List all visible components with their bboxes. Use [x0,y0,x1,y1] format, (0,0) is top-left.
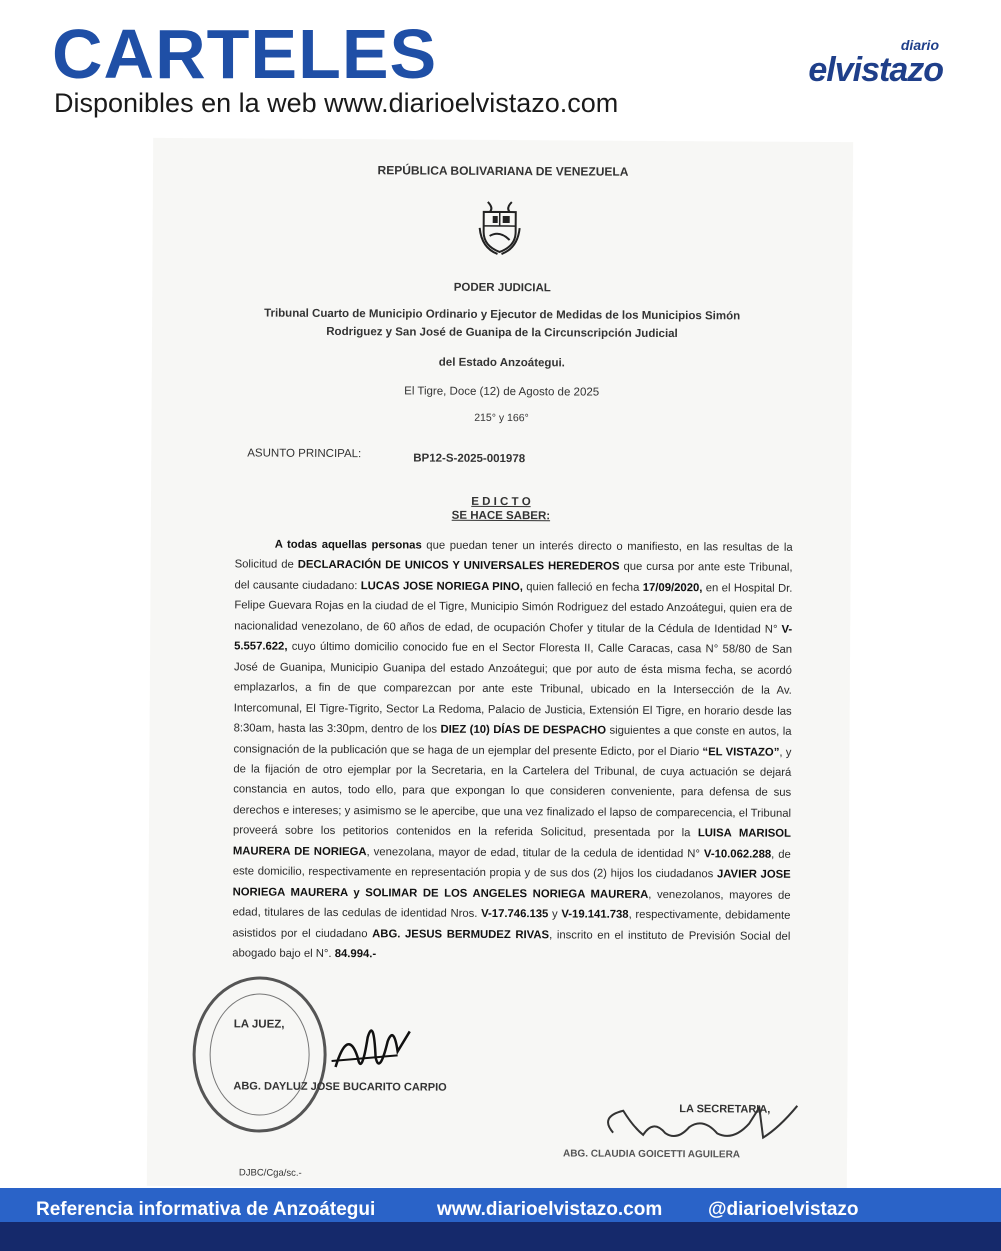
doc-country: REPÚBLICA BOLIVARIANA DE VENEZUELA [377,163,629,179]
secretary-title: LA SECRETARIA, [679,1103,771,1116]
edicto-heading: E D I C T O [471,495,531,509]
coat-of-arms-icon [477,198,521,256]
secretary-name: ABG. CLAUDIA GOICETTI AGUILERA [562,1148,741,1161]
doc-years: 215° y 166° [474,411,529,425]
footer-website-link[interactable]: www.diarioelvistazo.com [437,1199,663,1220]
asunto-label: ASUNTO PRINCIPAL: [247,447,362,461]
scanned-edict-document [147,138,853,1190]
logo-small-text: diario [900,37,939,53]
footer-social-handle[interactable]: @diarioelvistazo [708,1199,859,1220]
judge-title: LA JUEZ, [233,1018,285,1031]
page-title: CARTELES [52,15,438,93]
judge-name: ABG. DAYLUZ JOSE BUCARITO CARPIO [233,1080,447,1094]
doc-court-line1: Tribunal Cuarto de Municipio Ordinario y Ejecutor de Medidas de los Municipios Simón [264,307,741,323]
edict-body: A todas aquellas personas que puedan tener un interés directo o manifiesto, en las resultas de la Solicitud de DECLARACIÓN DE UNICOS Y UNIVERSALES HEREDEROS que cursa por ante este Tribunal, del causante ciudadano: LUCAS JOSE NORIEGA PINO, quien falleció en fecha 17/09/2020, en el Hospital Dr. Felipe Guevara Rojas en la ciudad de el Tigre, Municipio Simón Rodriguez del estado Anzoátegui, quien era de nacionalidad venezolano, de 60 años de edad, de ocupación Chofer y titular de la Cédula de Identidad N° V-5.557.622, cuyo último domicilio conocido fue en el Sector Floresta II, Calle Caracas, casa N° 58/80 de San José de Guanipa, Municipio Guanipa del estado Anzoátegui; que por auto de ésta misma fecha, se acordó emplazarlos, a fin de que comparezcan por ante este Tribunal, ubicado en la Intersección de la Av. Intercomunal, El Tigre-Tigrito, Sector La Redoma, Palacio de Justicia, Extensión El Tigre, en horario desde las 8:30am, hasta las 3:30pm, dentro de los DIEZ (10) DÍAS DE DESPACHO siguientes a que conste en autos, la consignación de la publicación que se haga de un ejemplar del presente Edicto, por el Diario “EL VISTAZO”, y de la fijación de otro ejemplar por la Secretaria, en la Cartelera del Tribunal, de cuya actuación se dejará constancia en autos, todo ello, para que expongan lo que consideren conveniente, para defensa de sus derechos e intereses; y asimismo se le apercibe, que una vez finalizado el lapso de comparecencia, el Tribunal proveerá sobre los petitorios contenidos en la referida Solicitud, presentada por la LUISA MARISOL MAURERA DE NORIEGA, venezolana, mayor de edad, titular de la cedula de identidad N° V-10.062.288, de este domicilio, respectivamente en representación propia y de sus dos (2) hijos los ciudadanos JAVIER JOSE NORIEGA MAURERA y SOLIMAR DE LOS ANGELES NORIEGA MAURERA, venezolanos, mayores de edad, titulares de las cedulas de identidad Nros. V-17.746.135 y V-19.141.738, respectivamente, debidamente asistidos por el ciudadano ABG. JESUS BERMUDEZ RIVAS, inscrito en el instituto de Previsión Social del abogado bajo el N°. 84.994.- [232,538,793,961]
asunto-value: BP12-S-2025-001978 [413,452,526,466]
footer-reference: Referencia informativa de Anzoátegui [36,1199,376,1220]
document-initials: DJBC/Cga/sc.- [238,1167,302,1179]
logo-main-text: elvistazo [808,51,943,89]
doc-court-line3: del Estado Anzoátegui. [438,356,565,370]
doc-date: El Tigre, Doce (12) de Agosto de 2025 [404,385,600,399]
brand-logo[interactable] [808,38,943,88]
footer-accent [0,1222,1001,1251]
judge-signature-icon [327,1017,417,1084]
court-seal [192,976,327,1133]
doc-branch: PODER JUDICIAL [453,281,551,295]
header-subtitle: Disponibles en la web www.diarioelvistazo.com [54,88,619,118]
se-hace-saber: SE HACE SABER: [451,509,551,523]
doc-court-line2: Rodriguez y San José de Guanipa de la Circunscripción Judicial [326,325,678,341]
